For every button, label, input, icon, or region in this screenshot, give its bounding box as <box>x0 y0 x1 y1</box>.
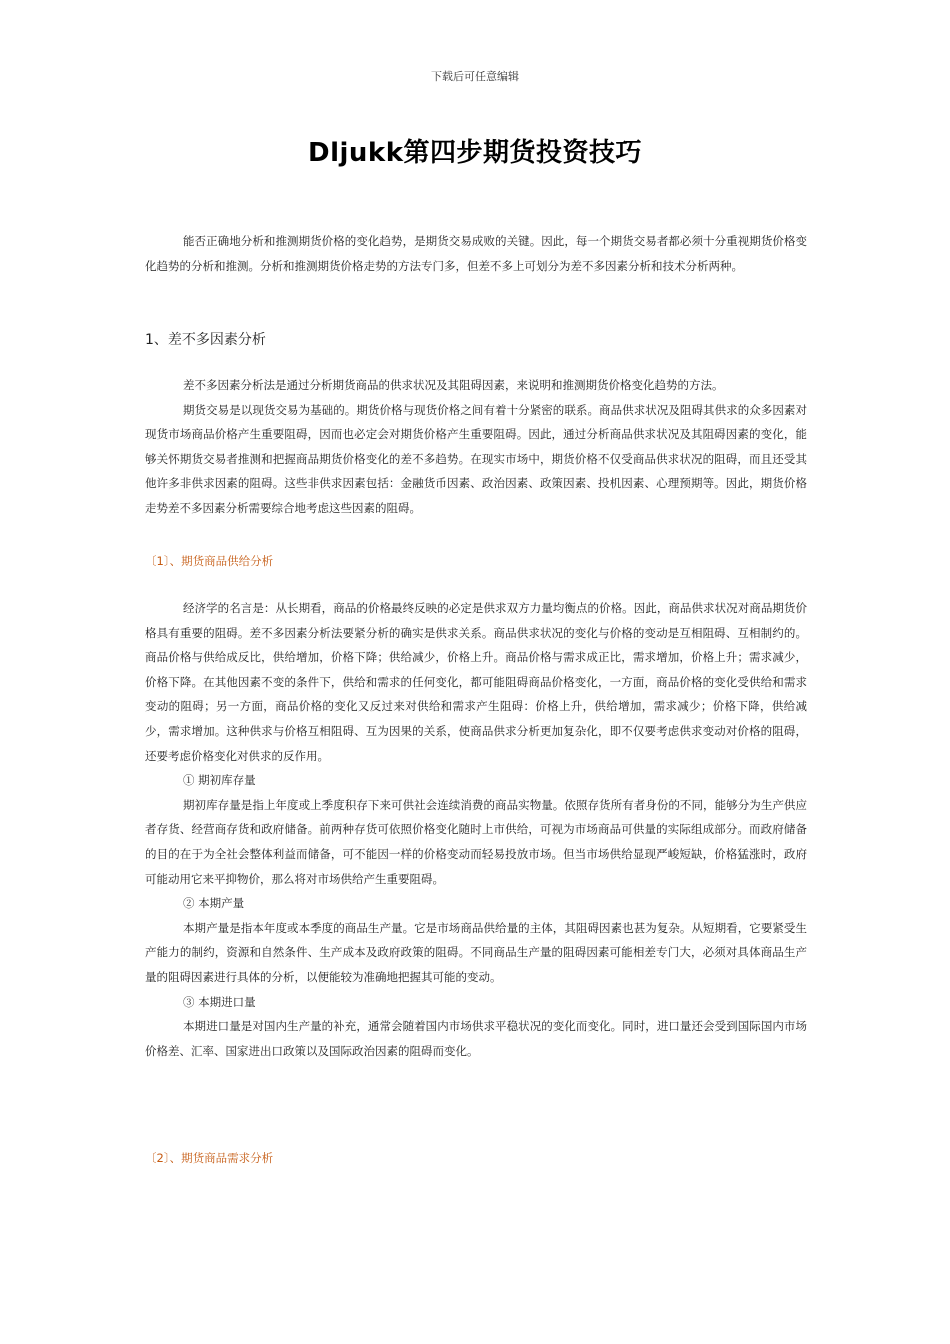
section-1-block <box>145 329 807 349</box>
supply-heading: 〔1〕、期货商品供给分析 <box>145 554 274 568</box>
intro-paragraph: 能否正确地分析和推测期货价格的变化趋势，是期货交易成败的关键。因此，每一个期货交易者都必须十分重视期货价格变化趋势的分析和推测。分析和推测期货价格走势的方法专门多，但差不多上可划分为差不多因素分析和技术分析两种。 <box>145 234 807 273</box>
document-title: Dljukk第四步期货投资技巧 <box>308 138 642 168</box>
section-1-heading: 1、差不多因素分析 <box>145 332 266 348</box>
item-1-text: 期初库存量是指上年度或上季度积存下来可供社会连续消费的商品实物量。依照存货所有者身份的不同，能够分为生产供应者存货、经营商存货和政府储备。前两种存货可依照价格变化随时上市供给，可视为市场商品可供量的实际组成部分。而政府储备的目的在于为全社会整体利益而储备，可不能因一样的价格变动而轻易投放市场。但当市场供给显现严峻短缺，价格猛涨时，政府可能动用它来平抑物价，那么将对市场供给产生重要阻碍。 <box>145 797 807 886</box>
page-header: 下载后可任意编辑 <box>431 70 519 83</box>
intro-block <box>145 229 807 278</box>
item-1-title: ① 期初库存量 <box>183 773 256 788</box>
demand-heading-block <box>145 1150 807 1166</box>
section-1-paragraph-1: 差不多因素分析法是通过分析期货商品的供求状况及其阻碍因素，来说明和推测期货价格变化趋势的方法。 <box>183 378 724 392</box>
supply-body <box>145 596 807 1063</box>
item-2-title: ② 本期产量 <box>183 896 245 911</box>
supply-paragraph: 经济学的名言是：从长期看，商品的价格最终反映的必定是供求双方力量均衡点的价格。因此，商品供求状况对商品期货价格具有重要的阻碍。差不多因素分析法要紧分析的确实是供求关系。商品供求状况的变化与价格的变动是互相阻碍、互相制约的。商品价格与供给成反比，供给增加，价格下降；供给减少，价格上升。商品价格与需求成正比，需求增加，价格上升；需求减少，价格下降。在其他因素不变的条件下，供给和需求的任何变化，都可能阻碍商品价格变化，一方面，商品价格的变化受供给和需求变动的阻碍；另一方面，商品价格的变化又反过来对供给和需求产生阻碍：价格上升，供给增加，需求减少；价格下降，供给减少，需求增加。这种供求与价格互相阻碍、互为因果的关系，使商品供求分析更加复杂化，即不仅要考虑供求变动对价格的阻碍，还要考虑价格变化对供求的反作用。 <box>145 601 807 763</box>
supply-heading-block <box>145 553 807 569</box>
demand-heading: 〔2〕、期货商品需求分析 <box>145 1151 274 1165</box>
section-1-paragraph-2: 期货交易是以现货交易为基础的。期货价格与现货价格之间有着十分紧密的联系。商品供求状况及阻碍其供求的众多因素对现货市场商品价格产生重要阻碍，因而也必定会对期货价格产生重要阻碍。因此，通过分析商品供求状况及其阻碍因素的变化，能够关怀期货交易者推测和把握商品期货价格变化的差不多趋势。在现实市场中，期货价格不仅受商品供求状况的阻碍，而且还受其他许多非供求因素的阻碍。这些非供求因素包括：金融货币因素、政治因素、政策因素、投机因素、心理预期等。因此，期货价格走势差不多因素分析需要综合地考虑这些因素的阻碍。 <box>145 402 807 515</box>
item-3-text: 本期进口量是对国内生产量的补充，通常会随着国内市场供求平稳状况的变化而变化。同时，进口量还会受到国际国内市场价格差、汇率、国家进出口政策以及国际政治因素的阻碍而变化。 <box>145 1019 807 1058</box>
item-2-text: 本期产量是指本年度或本季度的商品生产量。它是市场商品供给量的主体，其阻碍因素也甚为复杂。从短期看，它要紧受生产能力的制约，资源和自然条件、生产成本及政府政策的阻碍。不同商品生产量的阻碍因素可能相差专门大，必须对具体商品生产量的阻碍因素进行具体的分析，以便能较为准确地把握其可能的变动。 <box>145 920 807 984</box>
section-1-body <box>145 373 807 521</box>
item-3-title: ③ 本期进口量 <box>183 994 256 1009</box>
